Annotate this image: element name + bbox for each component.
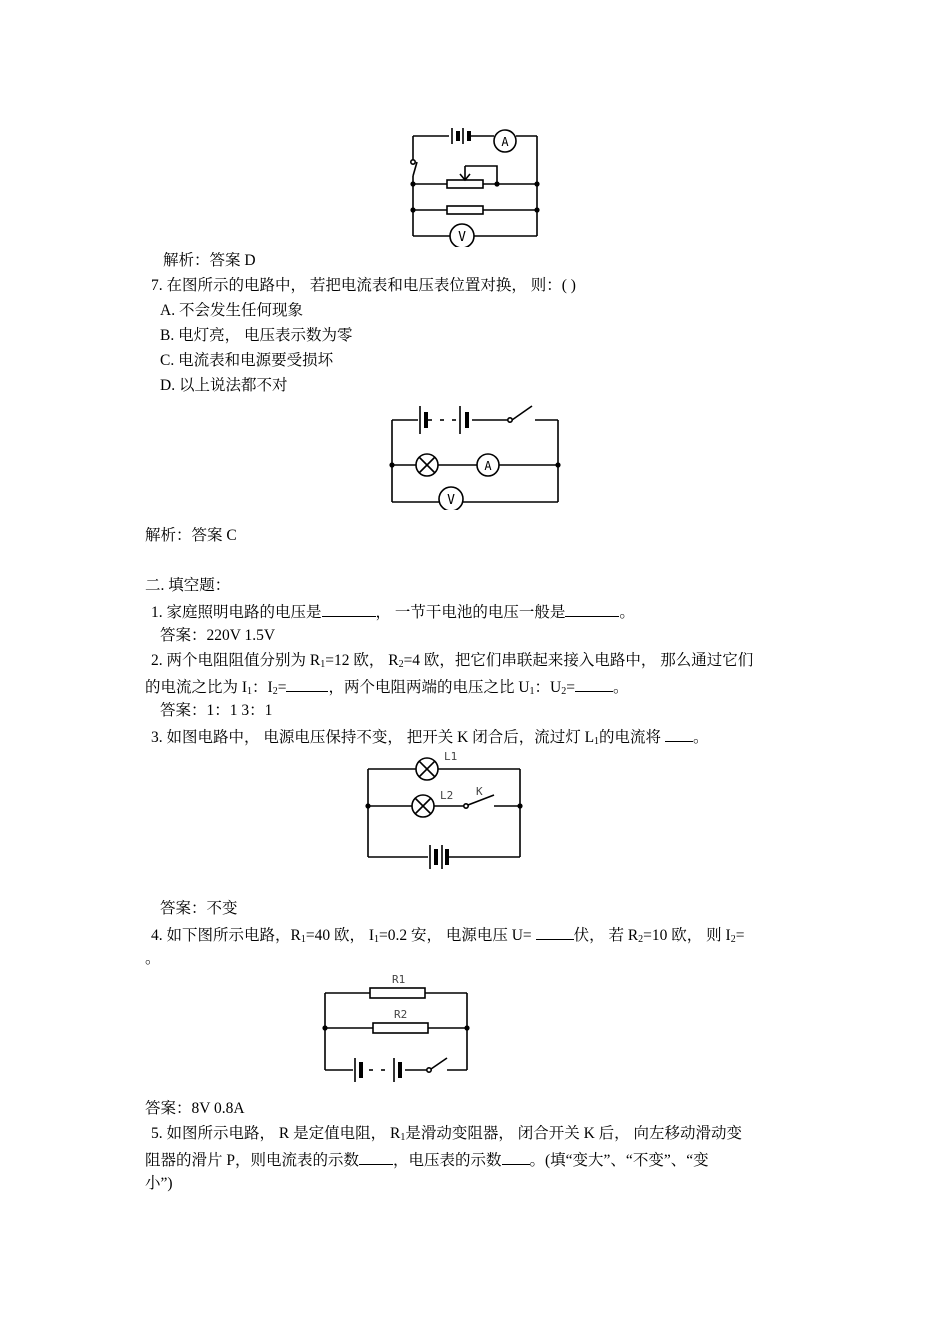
q7-stem: 7. 在图所示的电路中， 若把电流表和电压表位置对换， 则：( ) <box>151 277 576 294</box>
q7-option-c: C. 电流表和电源要受损坏 <box>160 352 334 369</box>
resistor-r2-label: R2 <box>394 1008 408 1021</box>
ammeter-symbol: A <box>484 459 492 473</box>
answer-blank[interactable] <box>286 676 328 692</box>
circuit-diagram-f4 <box>315 970 480 1085</box>
fill-question-3: 3. 如图电路中， 电源电压保持不变， 把开关 K 闭合后，流过灯 $L_1$的电流将 。 <box>151 726 708 748</box>
fill-question-4: 4. 如下图所示电路，$R_1=40$ 欧， $I_1=0.2$ 安， 电源电压 U= 伏， 若 $R_2=10$ 欧， 则 $I_2=$ <box>151 924 744 946</box>
fill-answer-3: 答案：不变 <box>160 900 238 917</box>
fill-question-5-line3: 小”) <box>145 1175 173 1192</box>
fill-question-4-line2: 。 <box>145 950 161 967</box>
q7-option-a: A. 不会发生任何现象 <box>160 302 303 319</box>
switch-k-label: K <box>476 785 483 798</box>
q6-answer: 解析：答案 D <box>163 252 256 269</box>
fill-answer-1: 答案：220V 1.5V <box>160 627 276 644</box>
answer-blank[interactable] <box>359 1149 393 1165</box>
circuit-diagram-q7 <box>380 398 570 510</box>
voltmeter-symbol: V <box>458 230 466 245</box>
fill-question-5: 5. 如图所示电路， R 是定值电阻， $R_1$是滑动变阻器， 闭合开关 K 后， 向左移动滑动变 <box>151 1125 743 1143</box>
fill-question-1: 1. 家庭照明电路的电压是 ， 一节干电池的电压一般是 。 <box>151 601 635 623</box>
answer-blank[interactable] <box>536 924 574 940</box>
answer-blank[interactable] <box>322 601 376 617</box>
circuit-diagram-f3 <box>360 745 530 875</box>
circuit-diagram-q6 <box>405 122 545 247</box>
answer-blank[interactable] <box>575 676 613 692</box>
answer-blank[interactable] <box>502 1149 530 1165</box>
section-title: 二. 填空题： <box>145 577 231 594</box>
lamp-l2-label: L2 <box>440 789 454 802</box>
q7-option-b: B. 电灯亮， 电压表示数为零 <box>160 327 353 344</box>
fill-answer-4: 答案：8V 0.8A <box>145 1100 245 1117</box>
fill-question-5-line2: 阻器的滑片 P，则电流表的示数 ，电压表的示数 。(填“变大”、“不变”、“变 <box>145 1149 709 1171</box>
answer-blank[interactable] <box>565 601 619 617</box>
lamp-l1-label: L1 <box>444 750 458 763</box>
fill-answer-2: 答案：1：1 3：1 <box>160 702 273 719</box>
voltmeter-symbol: V <box>447 493 455 508</box>
ammeter-symbol: A <box>501 135 509 149</box>
q7-option-d: D. 以上说法都不对 <box>160 377 288 394</box>
q7-answer: 解析：答案 C <box>145 527 237 544</box>
resistor-r1-label: R1 <box>392 973 406 986</box>
fill-question-2: 2. 两个电阻阻值分别为 $R_1=12$ 欧， $R_2=4$ 欧，把它们串联起来接入电路中， 那么通过它们 <box>151 652 754 670</box>
fill-question-2-line2: 的电流之比为 $I_1$：$I_2=$ ，两个电阻两端的电压之比 $U_1$：$U_2=$ 。 <box>145 676 629 698</box>
answer-blank[interactable] <box>665 726 693 742</box>
